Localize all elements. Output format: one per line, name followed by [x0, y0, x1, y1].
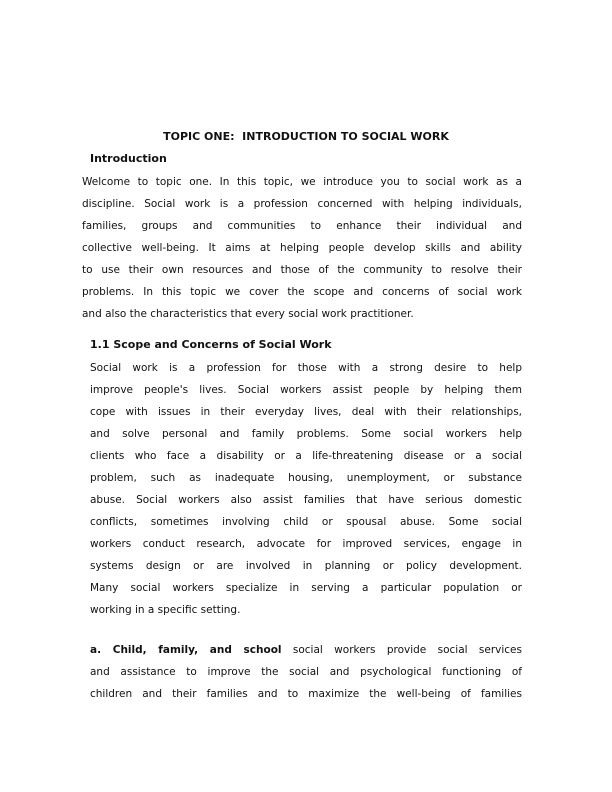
text-line: Many social workers specialize in serving a particular population or	[90, 582, 522, 594]
text-line	[90, 643, 522, 657]
text-line: problems. In this topic we cover the scope and concerns of social work	[82, 286, 522, 298]
page-title: TOPIC ONE: INTRODUCTION TO SOCIAL WORK	[163, 130, 449, 143]
text-line: working in a specific setting.	[90, 604, 241, 616]
text-line: discipline. Social work is a profession concerned with helping individuals,	[82, 198, 522, 210]
text-line: clients who face a disability or a life-threatening disease or a social	[90, 450, 522, 462]
text-line: workers conduct research, advocate for improved services, engage in	[90, 538, 522, 550]
text-line: conflicts, sometimes involving child or spousal abuse. Some social	[90, 516, 522, 528]
text-line: collective well-being. It aims at helping people develop skills and ability	[82, 242, 522, 254]
text-line: systems design or are involved in planning or policy development.	[90, 560, 522, 572]
text-line: to use their own resources and those of the community to resolve their	[82, 264, 522, 276]
text-line: families, groups and communities to enhance their individual and	[82, 220, 522, 232]
intro-heading: Introduction	[90, 152, 167, 165]
text-line: and also the characteristics that every social work practitioner.	[82, 308, 414, 320]
text-line: children and their families and to maximize the well-being of families	[90, 688, 522, 700]
text-line: improve people's lives. Social workers assist people by helping them	[90, 384, 522, 396]
text-line: problem, such as inadequate housing, unemployment, or substance	[90, 472, 522, 484]
child-family-school-term: a. Child, family, and school	[90, 644, 282, 656]
text-line: Welcome to topic one. In this topic, we introduce you to social work as a	[82, 176, 522, 188]
text-line: and assistance to improve the social and psychological functioning of	[90, 666, 522, 678]
text-span: social workers provide social services	[281, 644, 522, 656]
text-line: abuse. Social workers also assist families that have serious domestic	[90, 494, 522, 506]
text-line: cope with issues in their everyday lives, deal with their relationships,	[90, 406, 522, 418]
text-line: Social work is a profession for those with a strong desire to help	[90, 362, 522, 374]
section-heading: 1.1 Scope and Concerns of Social Work	[90, 338, 332, 351]
text-line: and solve personal and family problems. Some social workers help	[90, 428, 522, 440]
